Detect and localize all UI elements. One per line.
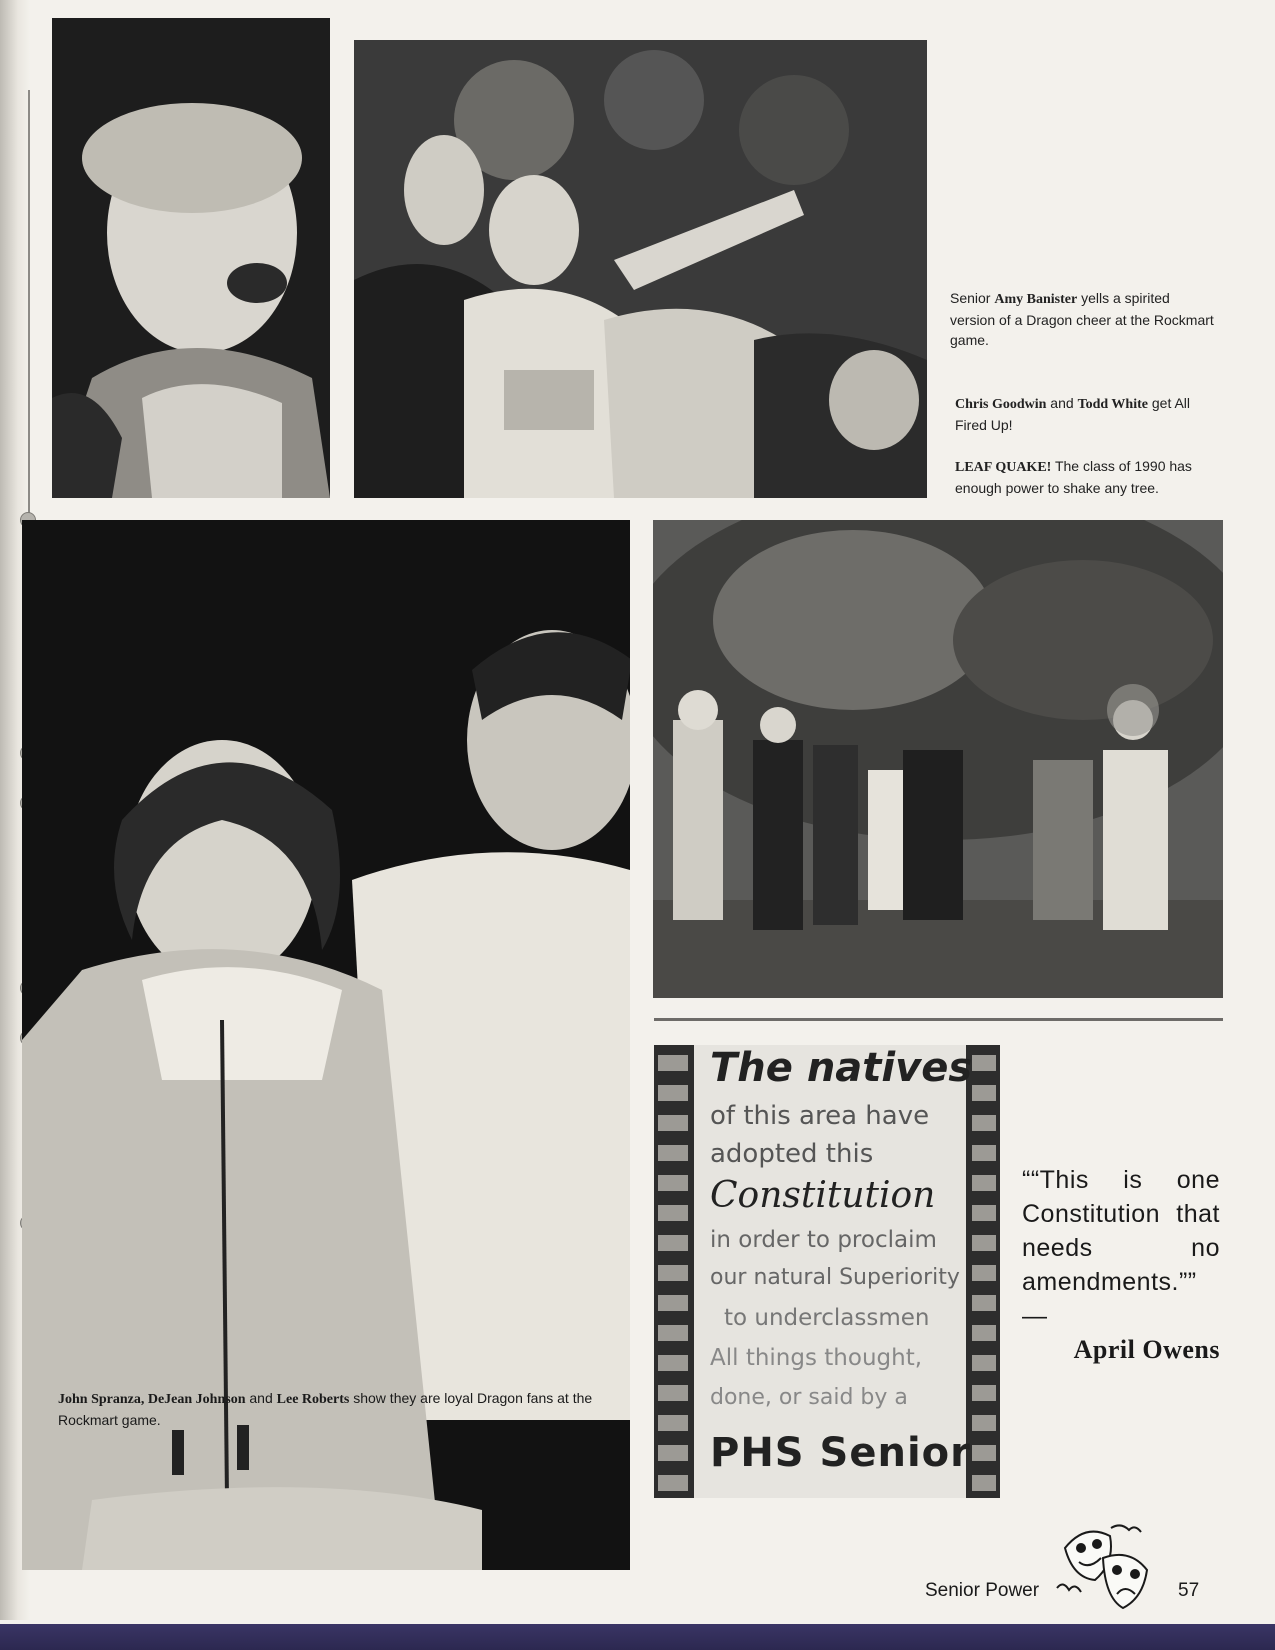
caption-name: Todd White	[1077, 397, 1148, 412]
sign-line: to underclassmen	[724, 1305, 930, 1331]
sign-line: adopted this	[710, 1139, 874, 1169]
caption-leaf-quake	[955, 456, 1225, 498]
page-number: 57	[1178, 1580, 1200, 1601]
caption-name: DeJean Johnson	[147, 1392, 246, 1407]
caption-text: The class of 1990 has enough power to shake any tree.	[955, 458, 1192, 496]
sign-line: done, or said by a	[710, 1385, 908, 1410]
caption-loyal-fans	[58, 1388, 618, 1430]
divider-rule	[654, 1018, 1223, 1021]
sign-line: All things thought,	[710, 1345, 923, 1371]
caption-name: Lee Roberts	[276, 1392, 350, 1407]
quote-text: ““This is one Constitution that needs no amendments.”” —	[1022, 1166, 1220, 1330]
photo-crowd-cheering	[354, 40, 927, 498]
quote-author: April Owens	[1073, 1335, 1220, 1364]
theater-masks-icon	[1055, 1518, 1165, 1618]
caption-name: Amy Banister	[994, 292, 1078, 307]
sign-line: Constitution	[710, 1175, 936, 1216]
sign-line: our natural Superiority	[710, 1265, 960, 1290]
photo-amy-banister	[52, 18, 330, 498]
caption-text: and	[1046, 395, 1078, 411]
caption-text: get All Fired Up!	[955, 395, 1191, 433]
caption-name: Chris Goodwin	[955, 397, 1047, 412]
caption-text: show they are loyal Dragon fans at the Rockmart game.	[58, 1390, 593, 1428]
caption-amy-banister	[950, 288, 1215, 350]
caption-name: John Spranza,	[58, 1392, 148, 1407]
sign-line: of this area have	[710, 1101, 930, 1131]
caption-chris-todd	[955, 393, 1220, 435]
caption-text: Senior	[950, 290, 995, 306]
caption-text: yells a spirited version of a Dragon cheer at the Rockmart game.	[950, 290, 1214, 348]
sign-line: The natives	[710, 1045, 973, 1091]
caption-lead: LEAF QUAKE!	[955, 460, 1052, 475]
sign-line: PHS Senior	[710, 1430, 971, 1476]
photo-constitution-sign	[654, 1045, 1000, 1498]
sign-line: in order to proclaim	[710, 1227, 937, 1253]
photo-leaf-quake	[653, 520, 1223, 998]
caption-text: and	[245, 1390, 277, 1406]
footer-section-title: Senior Power	[925, 1580, 1040, 1601]
pull-quote	[1022, 1163, 1220, 1367]
page-edge-band	[0, 1624, 1275, 1650]
